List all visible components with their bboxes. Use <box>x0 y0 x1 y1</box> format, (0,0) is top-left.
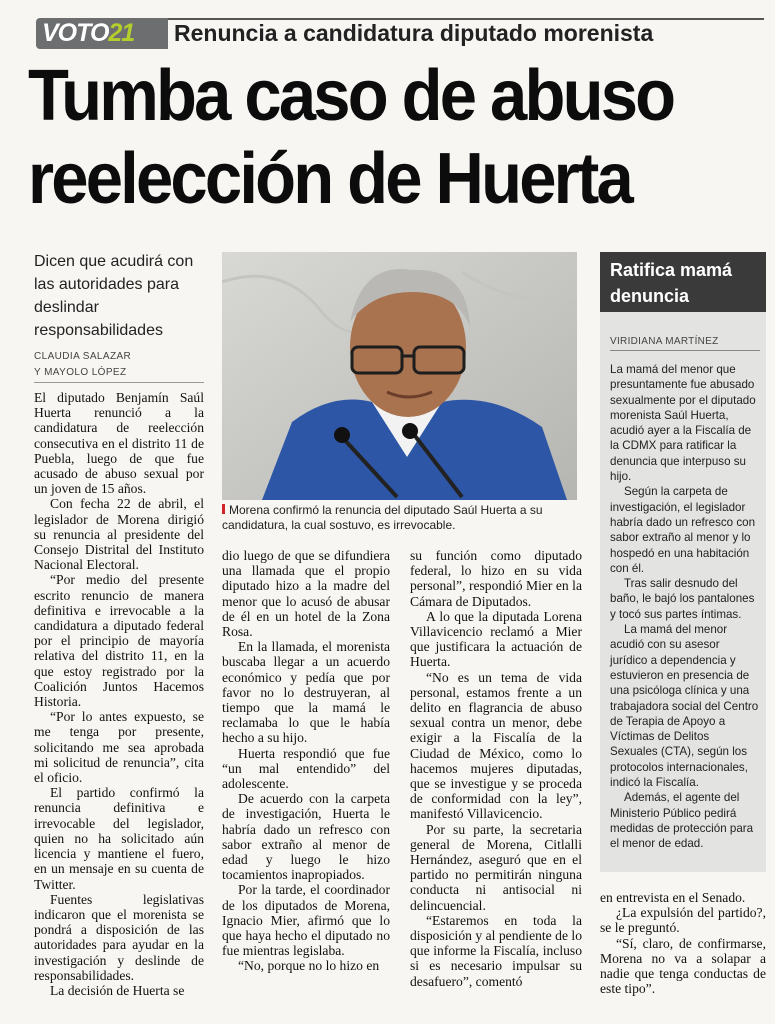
paragraph: “Sí, claro, de confirmarse, Morena no va a solapar a nadie que tenga conductas de este tipo”. <box>600 935 766 997</box>
article-column-1 <box>34 390 204 998</box>
paragraph: Fuentes legislativas indicaron que el morenista se pondrá a disposición de las autoridades para ayudar en la investigación y deslinde de responsabilidades. <box>34 891 204 983</box>
sidebar-title: Ratifica mamá denuncia <box>610 260 733 306</box>
photo-caption <box>222 503 577 533</box>
sidebar-text <box>610 362 760 852</box>
article-column-4 <box>600 890 766 996</box>
sidebar-rule <box>610 350 760 351</box>
paragraph: dio luego de que se difundiera una llamada que el propio diputado hizo a la madre del menor que lo acusó de abusar de él en un hotel de la Zona Rosa. <box>222 548 390 640</box>
portrait-illustration <box>222 252 577 500</box>
sidebar-byline: VIRIDIANA MARTÍNEZ <box>610 336 719 347</box>
sidebar-paragraph: Según la carpeta de investigación, el legislador habría dado un refresco con sabor extraño al menor y lo hospedó en una habitación con él. <box>610 485 756 575</box>
paragraph: De acuerdo con la carpeta de investigación, Huerta le habría dado un refresco con sabor extraño al menor de edad y luego le hizo tocamientos inapropiados. <box>222 791 390 883</box>
paragraph: “Estaremos en toda la disposición y al pendiente de lo que informe la Fiscalía, incluso si es necesario impulsar su desafuero”, comentó <box>410 912 582 989</box>
headline-line-2: reelección de Huerta <box>28 139 631 219</box>
article-photo <box>222 252 577 500</box>
paragraph: su función como diputado federal, lo hizo en su vida personal”, respondió Mier en la Cámara de Diputados. <box>410 548 582 609</box>
sidebar-paragraph: La mamá del menor que presuntamente fue abusado sexualmente por el diputado morenista Saúl Huerta, acudió ayer a la Fiscalía de la CDMX para ratificar la denuncia que interpuso su hijo. <box>610 363 756 484</box>
byline-rule <box>34 382 204 383</box>
paragraph: Por la tarde, el coordinador de los diputados de Morena, Ignacio Mier, afirmó que lo que haya hecho el diputado no fue mientras legislaba. <box>222 882 390 959</box>
headline-line-1: Tumba caso de abuso <box>28 56 674 136</box>
paragraph: “No es un tema de vida personal, estamos frente a un delito en flagrancia de abuso sexual contra un menor, debe exigir a la Fiscalía de la Ciudad de México, como lo hacemos mujeres diputadas, que se investigue y se proceda de conformidad con la ley”, manifestó Villavicencio. <box>410 669 582 822</box>
sidebar-paragraph: Tras salir desnudo del baño, le bajó los pantalones y tocó sus partes íntimas. <box>610 577 755 621</box>
voto21-logo <box>36 18 168 49</box>
paragraph: El partido confirmó la renuncia definitiva e irrevocable del legislador, quien no ha solicitado aún licencia y mantiene el fuero, en un mensaje en su cuenta de Twitter. <box>34 785 204 892</box>
caption-marker <box>222 504 225 514</box>
article-column-3 <box>410 548 582 989</box>
paragraph: en entrevista en el Senado. <box>600 890 746 905</box>
byline-author-1: CLAUDIA SALAZAR <box>34 351 132 362</box>
sidebar-header <box>600 252 766 312</box>
paragraph: Huerta respondió que fue “un mal entendido” del adolescente. <box>222 745 390 792</box>
section-header <box>36 18 764 49</box>
sidebar-paragraph: La mamá del menor acudió con su asesor jurídico a dependencia y estuvieron en presencia de una psicóloga clínica y una trabajadora social del Centro de Terapia de Apoyo a Víctimas de Delitos Sexuales (CTA), según los protocolos internacionales, indicó la Fiscalía. <box>610 623 759 790</box>
paragraph: En la llamada, el morenista buscaba llegar a un acuerdo económico y pedía que por favor no lo destruyeran, al tiempo que la mamá le reclamaba lo que le había hecho a su hijo. <box>222 639 390 746</box>
article-column-2 <box>222 548 390 974</box>
paragraph: Con fecha 22 de abril, el legislador de Morena dirigió su renuncia al presidente del Consejo Distrital del Instituto Nacional Electoral. <box>34 496 204 573</box>
headline <box>28 55 716 221</box>
paragraph: Por su parte, la secretaria general de Morena, Citlalli Hernández, aseguró que en el partido no permitirán ninguna conducta ni antisocial ni delincuencial. <box>410 821 582 913</box>
logo-text: VOTO21 <box>42 19 135 47</box>
paragraph: “No, porque no lo hizo en <box>238 958 380 974</box>
kicker: Renuncia a candidatura diputado morenista <box>174 20 654 46</box>
paragraph: “Por lo antes expuesto, se me tenga por presente, solicitando me sea aprobada mi solicitud de renuncia”, cita el oficio. <box>34 709 204 786</box>
byline <box>34 349 214 381</box>
paragraph: La decisión de Huerta se <box>50 982 185 998</box>
paragraph: “Por medio del presente escrito renuncio de manera definitiva e irrevocable a la candidatura a diputado federal por el principio de mayoría relativa del distrito 11, en la que estoy registrado por la Coalición Juntos Hacemos Historia. <box>34 572 204 710</box>
sidebar-paragraph: Además, el agente del Ministerio Público pedirá medidas de protección para el menor de edad. <box>610 791 754 851</box>
paragraph: A lo que la diputada Lorena Villavicencio reclamó a Mier que justificara la actuación de Huerta. <box>410 608 582 670</box>
deck-subtitle: Dicen que acudirá con las autoridades para deslindar responsabilidades <box>34 253 194 339</box>
paragraph: El diputado Benjamín Saúl Huerta renunció a la candidatura de reelección consecutiva en el distrito 11 de Puebla, luego de que fue acusado de abuso sexual por un joven de 15 años. <box>34 390 204 497</box>
sidebar-box <box>600 252 766 872</box>
byline-author-2: Y MAYOLO LÓPEZ <box>34 367 127 378</box>
paragraph: ¿La expulsión del partido?, se le preguntó. <box>600 905 766 936</box>
caption-text: Morena confirmó la renuncia del diputado Saúl Huerta a su candidatura, la cual sostuvo, es irrevocable. <box>222 503 543 532</box>
